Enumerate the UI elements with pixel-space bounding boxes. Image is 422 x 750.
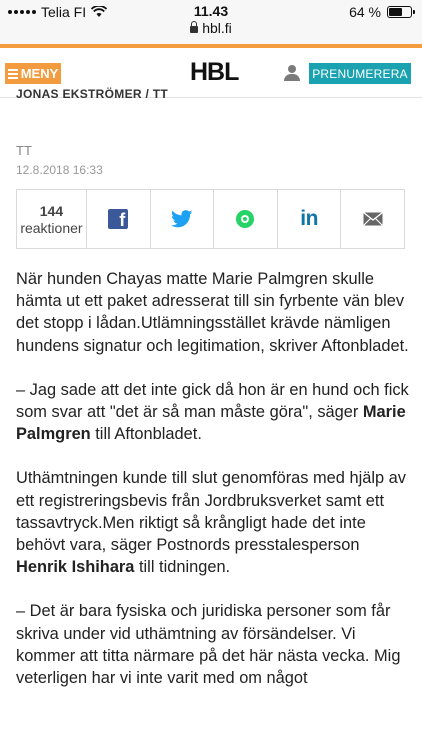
share-facebook-button[interactable] <box>86 190 150 248</box>
reactions-counter[interactable] <box>17 190 86 248</box>
reactions-count: 144 <box>39 202 64 219</box>
article-paragraph <box>16 467 410 578</box>
linkedin-icon: in <box>300 207 318 230</box>
twitter-icon <box>171 210 193 228</box>
user-icon[interactable] <box>284 65 300 81</box>
mail-icon <box>363 212 383 226</box>
battery-icon <box>387 6 412 18</box>
article-paragraph: – Det är bara fysiska och juridiska personer som får skriva under vid uthämtning av försändelser. Vi kommer att titta närmare på det här nästa vecka. Mig veterligen har vi inte varit med om något <box>16 602 401 688</box>
hamburger-icon <box>8 69 18 79</box>
status-bar <box>0 0 422 44</box>
menu-button[interactable] <box>5 63 61 84</box>
paragraph-text: till Aftonbladet. <box>90 425 202 444</box>
person-name: Marie Palmgren <box>16 403 406 444</box>
lock-icon <box>190 26 198 33</box>
subscribe-button[interactable]: PRENUMERERA <box>309 63 411 84</box>
status-time: 11.43 <box>193 3 229 19</box>
photo-credit: JONAS EKSTRÖMER / TT <box>16 87 169 101</box>
share-mail-button[interactable] <box>340 190 404 248</box>
paragraph-text: – Jag sade att det inte gick då hon är en hund och fick som svar att "det är så man måste göra", säger <box>16 380 409 422</box>
url-text: hbl.fi <box>202 20 232 36</box>
share-twitter-button[interactable] <box>150 190 214 248</box>
battery-percent: 64 % <box>349 4 381 20</box>
carrier-name: Telia FI <box>41 4 87 20</box>
share-bar <box>16 189 405 249</box>
paragraph-text: Uthämtningen kunde till slut genomföras med hjälp av ett registreringsbevis från Jordbruksverket samt ett tassavtryck.Men riktigt så krångligt hade det inte behövt vara, säger Postnords presstalesperson <box>16 469 406 555</box>
article-body <box>16 268 410 711</box>
article-source: TT <box>16 143 32 158</box>
article-date: 12.8.2018 16:33 <box>16 163 103 177</box>
url-bar[interactable] <box>0 20 422 36</box>
whatsapp-icon <box>236 210 254 228</box>
status-right <box>349 4 412 20</box>
hbl-logo[interactable]: HBL <box>190 58 239 86</box>
person-name: Henrik Ishihara <box>16 558 135 577</box>
paragraph-text: till tidningen. <box>134 558 231 577</box>
article-paragraph <box>16 379 410 446</box>
reactions-label: reaktioner <box>20 219 83 236</box>
facebook-icon: f <box>108 209 128 229</box>
share-whatsapp-button[interactable] <box>213 190 277 248</box>
share-linkedin-button[interactable] <box>277 190 341 248</box>
menu-label: MENY <box>20 66 59 81</box>
article-paragraph: När hunden Chayas matte Marie Palmgren skulle hämta ut ett paket adresserat till sin fyrbente vän blev det stopp i lådan.Utlämningsstället krävde nämligen hundens signatur och legitimation, skriver Aftonbladet. <box>16 270 409 355</box>
